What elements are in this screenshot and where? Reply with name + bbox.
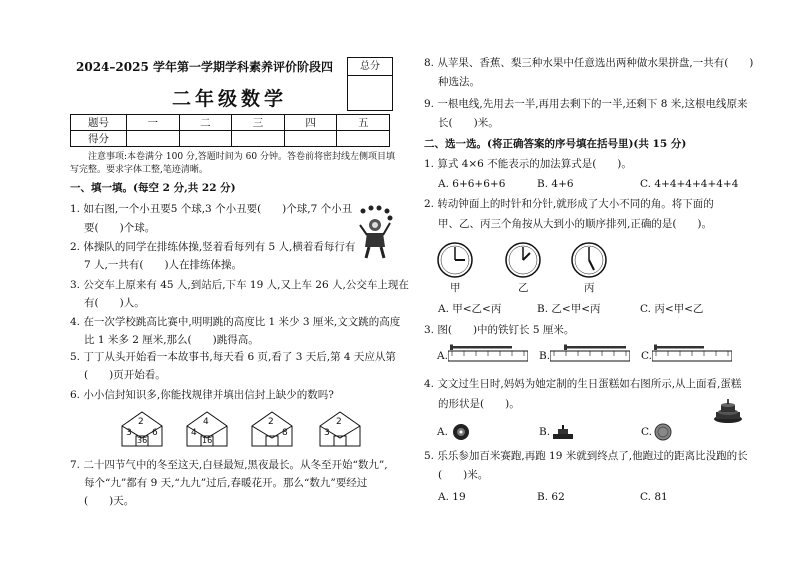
- question-text: 1. 算式 4×6 不能表示的加法算式是( )。: [424, 158, 632, 170]
- envelope-number: 3: [324, 428, 330, 438]
- score-cell: 题号: [71, 115, 127, 131]
- notes-line: 注意事项:本卷满分 100 分,答题时间为 60 分钟。答卷前将密封线左侧项目填: [88, 152, 395, 162]
- envelope-number: 6: [152, 428, 158, 438]
- total-score-box: [347, 57, 393, 111]
- option-label: B.: [539, 426, 551, 438]
- option-label: C.: [641, 350, 652, 362]
- option-label: A.: [437, 350, 448, 362]
- side-view-stack-icon: [552, 425, 574, 439]
- top-view-rings-icon: [452, 423, 470, 441]
- option-text: C. 4+4+4+4+4+4: [640, 178, 739, 190]
- question-text: 2. 转动钟面上的时针和分针,就形成了大小不同的角。将下面的: [424, 198, 714, 210]
- question-text: ( )页开始看。: [84, 369, 166, 381]
- clown-juggling-illustration: [357, 205, 393, 260]
- score-table-header-row: [71, 115, 390, 131]
- clock-face-icon: [570, 241, 608, 279]
- question-text: 的形状是( )。: [438, 398, 520, 410]
- envelope-figure: [318, 410, 362, 448]
- question-text: 1. 如右图,一个小丑要5 个球,3 个小丑要( )个球,7 个小丑: [70, 203, 353, 215]
- envelope-number: 36: [137, 436, 148, 445]
- clock-face-icon: [504, 241, 542, 279]
- option-label: C.: [641, 426, 652, 438]
- notes-line: 写完整。要求字体工整,笔迹清晰。: [70, 165, 208, 175]
- option-text: C. 81: [640, 491, 668, 503]
- question-text: 种选法。: [438, 76, 480, 88]
- option-text: A. 19: [438, 491, 466, 503]
- envelope-number: 2: [268, 417, 274, 427]
- question-text: 8. 从苹果、香蕉、梨三种水果中任意选出两种做水果拼盘,一共有( ): [424, 57, 754, 69]
- score-cell: 三: [232, 115, 285, 131]
- ruler-with-nail-icon: [550, 344, 630, 362]
- question-text: 7. 二十四节气中的冬至这天,白昼最短,黑夜最长。从冬至开始“数九”,: [70, 459, 388, 471]
- option-label: B.: [539, 350, 551, 362]
- total-score-label: 总分: [348, 58, 392, 76]
- score-input-cell[interactable]: [232, 131, 285, 147]
- ruler-with-nail-icon: [652, 344, 732, 362]
- section-heading: 二、选一选。(将正确答案的序号填在括号里)(共 15 分): [424, 138, 687, 150]
- question-text: 3. 公交车上原来有 45 人,到站后,下车 19 人,又上车 26 人,公交车上现在: [70, 279, 409, 291]
- birthday-cake-illustration: [712, 398, 744, 424]
- score-input-cell[interactable]: [127, 131, 180, 147]
- question-text: 7 人,一共有( )人在排练体操。: [84, 259, 243, 271]
- score-table-score-row: [71, 131, 390, 147]
- question-text: 5. 乐乐参加百米赛跑,再跑 19 米就到终点了,他跑过的距离比没跑的长: [424, 450, 748, 462]
- ruler-with-nail-icon: [448, 344, 528, 362]
- envelope-figure: [250, 410, 294, 448]
- envelope-number: 4: [203, 417, 209, 427]
- envelope-number: 16: [202, 436, 213, 445]
- option-text: C. 丙<甲<乙: [640, 303, 704, 315]
- score-input-cell[interactable]: [284, 131, 337, 147]
- question-text: 3. 图( )中的铁钉长 5 厘米。: [424, 324, 575, 336]
- subject-title: 二年级数学: [172, 88, 288, 110]
- envelope-number: 3: [126, 428, 132, 438]
- score-cell: 四: [284, 115, 337, 131]
- option-text: A. 甲<乙<丙: [438, 303, 502, 315]
- question-text: 2. 体操队的同学在排练体操,竖着看每列有 5 人,横着看每行有: [70, 241, 356, 253]
- envelope-number: 2: [138, 417, 144, 427]
- question-text: 9. 一根电线,先用去一半,再用去剩下的一半,还剩下 8 米,这根电线原来: [424, 98, 748, 110]
- question-text: 有( )人。: [84, 297, 145, 309]
- question-text: 6. 小小信封知识多,你能找规律并填出信封上缺少的数吗?: [70, 389, 334, 401]
- question-text: ( )天。: [84, 495, 135, 507]
- top-view-disc-icon: [654, 423, 672, 441]
- question-text: 4. 文文过生日时,妈妈为她定制的生日蛋糕如右图所示,从上面看,蛋糕: [424, 378, 742, 390]
- score-cell: 五: [337, 115, 390, 131]
- question-text: 要( )个球。: [84, 222, 156, 234]
- question-text: ( )米。: [438, 469, 489, 481]
- option-text: A. 6+6+6+6: [438, 178, 506, 190]
- option-text: B. 乙<甲<丙: [537, 303, 601, 315]
- score-input-cell[interactable]: [179, 131, 232, 147]
- envelope-figure: [185, 410, 229, 448]
- option-label: A.: [437, 426, 448, 438]
- question-text: 比 1 米多 2 厘米,那么( )跳得高。: [84, 334, 259, 346]
- exam-title: 2024–2025 学年第一学期学科素养评价阶段四: [76, 60, 333, 74]
- clock-label: 丙: [584, 282, 595, 294]
- section-heading: 一、填一填。(每空 2 分,共 22 分): [70, 182, 236, 194]
- clock-face-icon: [436, 241, 474, 279]
- question-text: 4. 在一次学校跳高比赛中,明明跳的高度比 1 米少 3 厘米,文文跳的高度: [70, 316, 401, 328]
- clock-label: 乙: [518, 282, 529, 294]
- question-text: 每个“九”都有 9 天,“九九”过后,春暖花开。那么“数九”要经过: [84, 477, 368, 489]
- envelope-number: 2: [336, 417, 342, 427]
- envelope-figure: [120, 410, 164, 448]
- question-text: 甲、乙、丙三个角按从大到小的顺序排列,正确的是( )。: [438, 218, 713, 230]
- option-text: B. 62: [537, 491, 565, 503]
- envelope-number: 8: [282, 428, 288, 438]
- score-table: [70, 114, 390, 147]
- question-text: 长( )米。: [438, 117, 499, 129]
- envelope-number: 4: [191, 428, 197, 438]
- option-text: B. 4+6: [537, 178, 574, 190]
- score-cell: 得分: [71, 131, 127, 147]
- clock-label: 甲: [450, 282, 461, 294]
- score-cell: 二: [179, 115, 232, 131]
- score-cell: 一: [127, 115, 180, 131]
- score-input-cell[interactable]: [337, 131, 390, 147]
- question-text: 5. 丁丁从头开始看一本故事书,每天看 6 页,看了 3 天后,第 4 天应从第: [70, 351, 396, 363]
